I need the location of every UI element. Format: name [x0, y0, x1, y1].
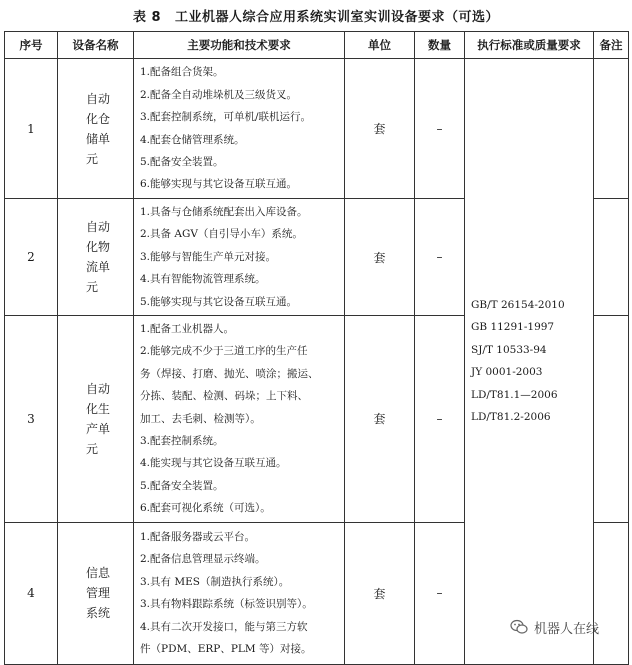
feature-line: 加工、去毛刺、检测等）。: [140, 412, 261, 425]
row-remarks: [594, 522, 629, 664]
feature-line: 3.能够与智能生产单元对接。: [140, 250, 277, 263]
feature-line: 务（焊接、打磨、抛光、喷涂；搬运、: [140, 367, 319, 380]
feature-line: 1.配备服务器或云平台。: [140, 530, 256, 543]
feature-line: 2.具备 AGV（自引导小车）系统。: [140, 228, 303, 241]
equipment-table: [4, 31, 629, 665]
header-remarks: 备注: [594, 32, 629, 59]
row-unit: 套: [345, 59, 415, 199]
feature-line: 4.配套仓储管理系统。: [140, 133, 245, 146]
feature-line: 2.配备全自动堆垛机及三级货叉。: [140, 88, 298, 101]
row-name: 自动化仓储单元: [58, 59, 134, 199]
feature-line: 6.能够实现与其它设备互联互通。: [140, 178, 298, 191]
row-features: [134, 522, 345, 664]
standard-item: SJ/T 10533-94: [471, 343, 547, 356]
row-qty: –: [415, 199, 465, 316]
feature-line: 3.配套控制系统。: [140, 435, 224, 448]
feature-line: 1.配备组合货架。: [140, 66, 224, 79]
row-qty: –: [415, 316, 465, 523]
header-row: [5, 32, 629, 59]
row-index: 3: [5, 316, 58, 523]
row-index: 1: [5, 59, 58, 199]
table-title: [0, 6, 632, 28]
feature-line: 5.配备安全装置。: [140, 479, 224, 492]
row-unit: 套: [345, 199, 415, 316]
feature-line: 2.能够完成不少于三道工序的生产任: [140, 345, 308, 358]
row-name: 自动化物流单元: [58, 199, 134, 316]
watermark: [510, 618, 599, 636]
header-features: 主要功能和技术要求: [134, 32, 345, 59]
standard-item: GB/T 26154-2010: [471, 298, 565, 311]
row-remarks: [594, 199, 629, 316]
row-qty: –: [415, 522, 465, 664]
standards-cell: [465, 59, 594, 665]
row-features: [134, 316, 345, 523]
table-number: 表 8: [132, 10, 162, 25]
row-remarks: [594, 59, 629, 199]
feature-line: 4.能实现与其它设备互联互通。: [140, 457, 287, 470]
feature-line: 5.能够实现与其它设备互联互通。: [140, 295, 298, 308]
feature-line: 3.配套控制系统，可单机/联机运行。: [140, 111, 312, 124]
row-remarks: [594, 316, 629, 523]
standard-item: JY 0001-2003: [471, 366, 543, 379]
feature-line: 3.具有物料跟踪系统（标签识别等）。: [140, 598, 313, 611]
header-unit: 单位: [345, 32, 415, 59]
feature-line: 1.具备与仓储系统配套出入库设备。: [140, 206, 308, 218]
feature-line: 5.配备安全装置。: [140, 155, 224, 168]
watermark-text: 机器人在线: [534, 621, 600, 637]
header-index: 序号: [5, 32, 58, 59]
feature-line: 分拣、装配、检测、码垛；上下料、: [140, 390, 308, 403]
header-qty: 数量: [415, 32, 465, 59]
feature-line: 件（PDM、ERP、PLM 等）对接。: [140, 643, 312, 655]
row-qty: –: [415, 59, 465, 199]
feature-line: 1.配备工业机器人。: [140, 323, 235, 336]
standard-item: GB 11291-1997: [471, 321, 555, 334]
row-index: 2: [5, 199, 58, 316]
row-unit: 套: [345, 522, 415, 664]
feature-line: 3.具有 MES（制造执行系统）。: [140, 575, 290, 588]
table-row: [5, 59, 629, 199]
row-features: [134, 59, 345, 199]
feature-line: 2.配备信息管理显示终端。: [140, 553, 266, 566]
feature-line: 4.具有智能物流管理系统。: [140, 273, 266, 286]
standard-item: LD/T81.2-2006: [471, 411, 551, 424]
row-unit: 套: [345, 316, 415, 523]
row-features: [134, 199, 345, 316]
header-name: 设备名称: [58, 32, 134, 59]
wechat-icon: [510, 619, 528, 635]
row-name: 自动化生产单元: [58, 316, 134, 523]
standard-item: LD/T81.1—2006: [471, 388, 558, 401]
header-standards: 执行标准或质量要求: [465, 32, 594, 59]
row-name: 信息管理系统: [58, 522, 134, 664]
table-caption: 工业机器人综合应用系统实训室实训设备要求（可选）: [175, 10, 500, 25]
feature-line: 6.配套可视化系统（可选）。: [140, 502, 271, 515]
feature-line: 4.具有二次开发接口，能与第三方软: [140, 620, 308, 633]
row-index: 4: [5, 522, 58, 664]
